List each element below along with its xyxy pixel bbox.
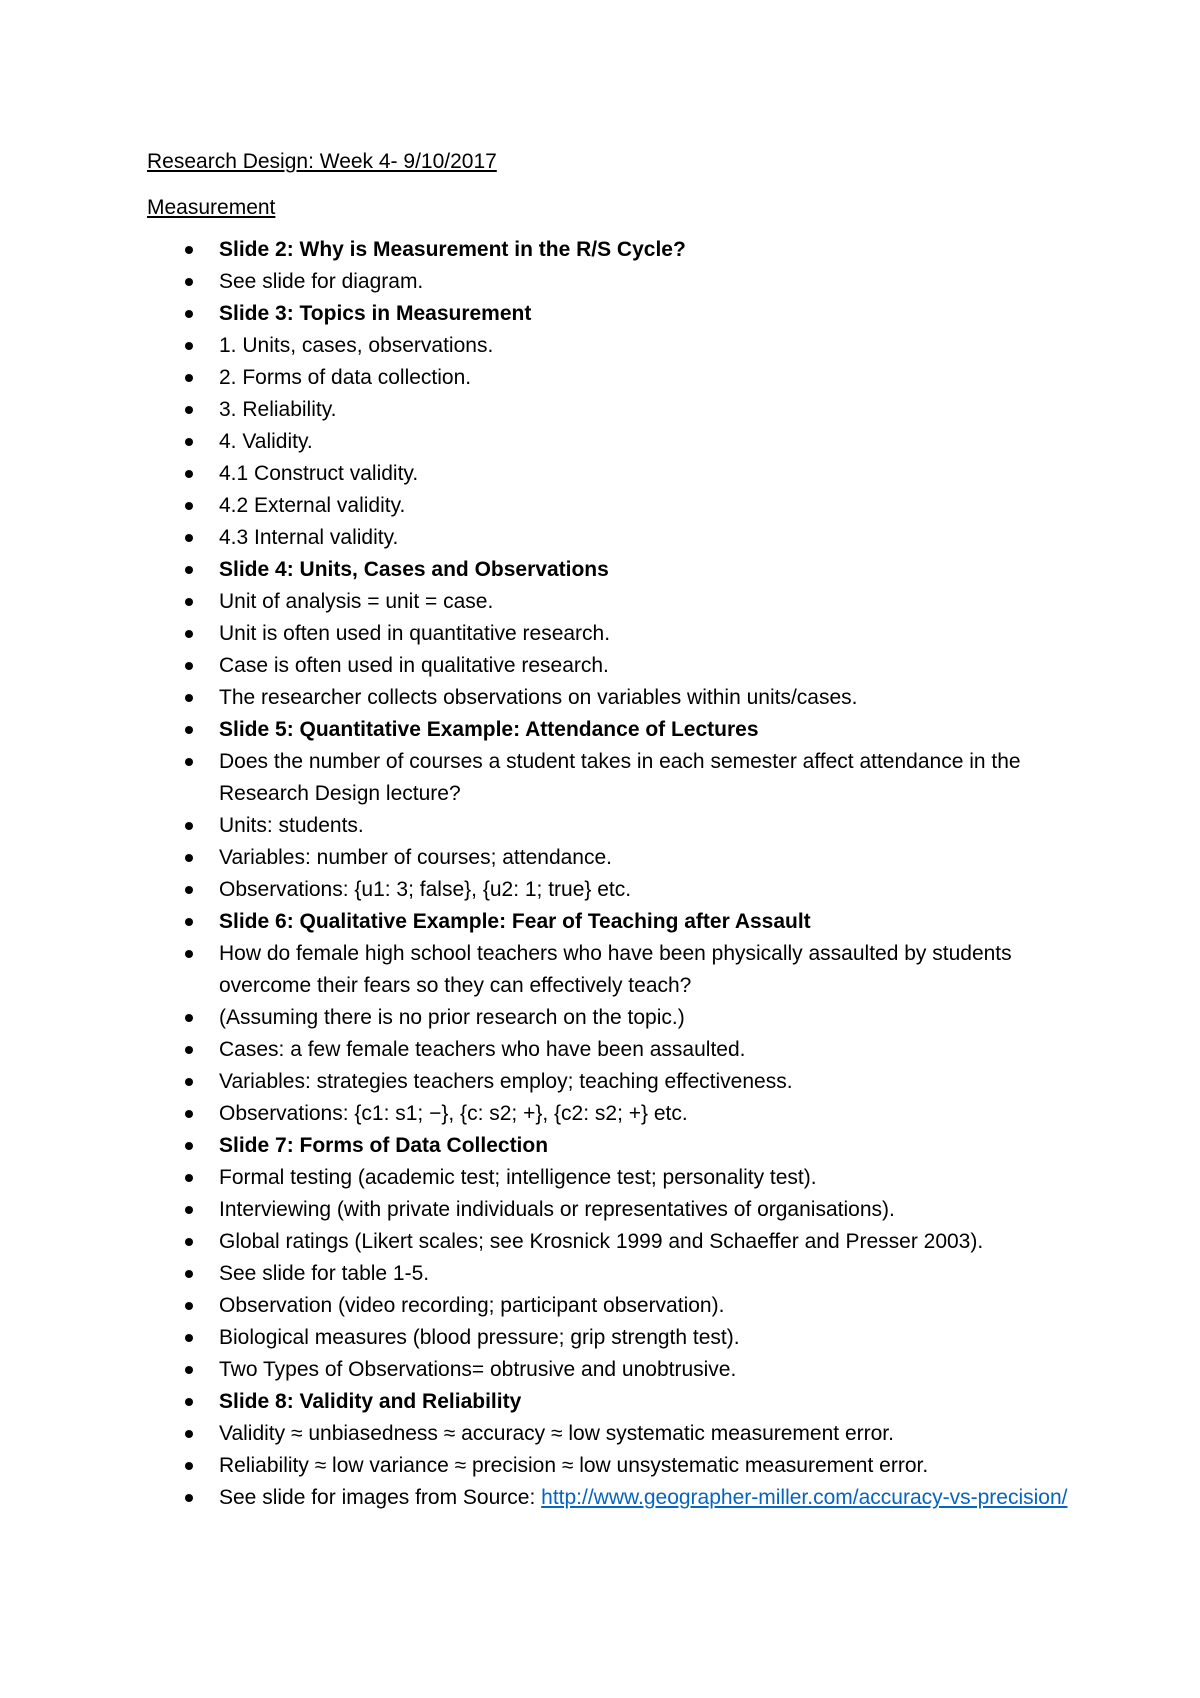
list-item-text: Slide 2: Why is Measurement in the R/S Cycle? (219, 238, 686, 261)
slide-heading-item (147, 1386, 1077, 1418)
list-item (147, 1290, 1077, 1322)
bullet-icon (185, 438, 193, 446)
slide-heading-item (147, 554, 1077, 586)
bullet-icon (185, 662, 193, 670)
list-item-text: Formal testing (academic test; intelligence test; personality test). (219, 1166, 817, 1189)
list-item (147, 938, 1077, 1002)
list-item (147, 682, 1077, 714)
bullet-icon (185, 342, 193, 350)
bullet-icon (185, 374, 193, 382)
list-item (147, 618, 1077, 650)
list-item-text: See slide for diagram. (219, 270, 424, 293)
list-item (147, 490, 1077, 522)
list-item-text: Validity ≈ unbiasedness ≈ accuracy ≈ low systematic measurement error. (219, 1422, 894, 1445)
bullet-icon (185, 1366, 193, 1374)
bullet-icon (185, 1078, 193, 1086)
bullet-icon (185, 1462, 193, 1470)
list-item (147, 1002, 1077, 1034)
list-item (147, 746, 1077, 810)
list-item-text: Reliability ≈ low variance ≈ precision ≈ low unsystematic measurement error. (219, 1454, 929, 1477)
bullet-icon (185, 758, 193, 766)
bullet-icon (185, 822, 193, 830)
source-link[interactable]: http://www.geographer-miller.com/accuracy-vs-precision/ (541, 1486, 1068, 1509)
list-item (147, 1226, 1077, 1258)
list-item-text: Variables: number of courses; attendance. (219, 846, 613, 869)
list-item-text: Slide 5: Quantitative Example: Attendance of Lectures (219, 718, 759, 741)
list-item-text: Slide 3: Topics in Measurement (219, 302, 532, 325)
list-item (147, 650, 1077, 682)
list-item (147, 458, 1077, 490)
bullet-icon (185, 1046, 193, 1054)
list-item (147, 1322, 1077, 1354)
list-item-text: 4.1 Construct validity. (219, 462, 419, 485)
list-item-text: Two Types of Observations= obtrusive and unobtrusive. (219, 1358, 737, 1381)
list-item-text: 4.3 Internal validity. (219, 526, 399, 549)
bullet-icon (185, 630, 193, 638)
document-title: Research Design: Week 4- 9/10/2017 (147, 150, 497, 173)
section-heading-measurement: Measurement (147, 196, 276, 219)
list-item-text: Variables: strategies teachers employ; teaching effectiveness. (219, 1070, 793, 1093)
list-item-text: Cases: a few female teachers who have been assaulted. (219, 1038, 746, 1061)
list-item (147, 1034, 1077, 1066)
list-item-text: Does the number of courses a student takes in each semester affect attendance in the Research Design lecture? (219, 750, 1021, 805)
list-item (147, 1194, 1077, 1226)
list-item-text: (Assuming there is no prior research on the topic.) (219, 1006, 685, 1029)
bullet-icon (185, 1014, 193, 1022)
list-item-text: How do female high school teachers who have been physically assaulted by students overcome their fears so they can effectively teach? (219, 942, 1012, 997)
list-item (147, 586, 1077, 618)
list-item-text: The researcher collects observations on variables within units/cases. (219, 686, 858, 709)
list-item (147, 1162, 1077, 1194)
bullet-icon (185, 726, 193, 734)
list-item (147, 330, 1077, 362)
list-item-text: Units: students. (219, 814, 364, 837)
bullet-icon (185, 406, 193, 414)
list-item (147, 1098, 1077, 1130)
list-item-text: Case is often used in qualitative research. (219, 654, 609, 677)
list-item-text: Slide 4: Units, Cases and Observations (219, 558, 609, 581)
bullet-icon (185, 470, 193, 478)
bullet-icon (185, 1238, 193, 1246)
list-item (147, 1354, 1077, 1386)
list-item (147, 362, 1077, 394)
bullet-icon (185, 534, 193, 542)
list-item-text: Interviewing (with private individuals or representatives of organisations). (219, 1198, 895, 1221)
list-item-text: Unit is often used in quantitative research. (219, 622, 611, 645)
bullet-icon (185, 1142, 193, 1150)
list-item-text: Observations: {u1: 3; false}, {u2: 1; true} etc. (219, 878, 632, 901)
bullet-icon (185, 1110, 193, 1118)
bullet-icon (185, 1174, 193, 1182)
slide-heading-item (147, 298, 1077, 330)
list-item-text: 1. Units, cases, observations. (219, 334, 494, 357)
list-item-text: Observation (video recording; participant observation). (219, 1294, 725, 1317)
bullet-icon (185, 854, 193, 862)
bullet-icon (185, 1430, 193, 1438)
list-item-text: Biological measures (blood pressure; grip strength test). (219, 1326, 740, 1349)
slide-heading-item (147, 234, 1077, 266)
list-item-source-link (147, 1482, 1077, 1514)
list-item-text (219, 1486, 1068, 1509)
bullet-list (147, 234, 1077, 1514)
bullet-icon (185, 1494, 193, 1502)
bullet-icon (185, 918, 193, 926)
list-item-text: 3. Reliability. (219, 398, 337, 421)
list-item (147, 874, 1077, 906)
list-item-text: Slide 8: Validity and Reliability (219, 1390, 522, 1413)
list-item (147, 1450, 1077, 1482)
bullet-icon (185, 694, 193, 702)
list-item-text: 4.2 External validity. (219, 494, 406, 517)
list-item (147, 522, 1077, 554)
bullet-icon (185, 566, 193, 574)
list-item-text: See slide for table 1-5. (219, 1262, 430, 1285)
bullet-icon (185, 1270, 193, 1278)
bullet-icon (185, 502, 193, 510)
bullet-icon (185, 598, 193, 606)
slide-heading-item (147, 714, 1077, 746)
list-item (147, 426, 1077, 458)
list-item (147, 266, 1077, 298)
list-item-text: 2. Forms of data collection. (219, 366, 472, 389)
bullet-icon (185, 1334, 193, 1342)
bullet-icon (185, 310, 193, 318)
list-item (147, 1418, 1077, 1450)
bullet-icon (185, 246, 193, 254)
slide-heading-item (147, 906, 1077, 938)
bullet-icon (185, 950, 193, 958)
list-item-text: 4. Validity. (219, 430, 313, 453)
list-item (147, 1258, 1077, 1290)
list-item (147, 394, 1077, 426)
list-item-text: Unit of analysis = unit = case. (219, 590, 494, 613)
bullet-icon (185, 886, 193, 894)
list-item-text: Slide 7: Forms of Data Collection (219, 1134, 549, 1157)
list-item-text: Global ratings (Likert scales; see Krosnick 1999 and Schaeffer and Presser 2003). (219, 1230, 984, 1253)
source-prefix-text: See slide for images from Source: (219, 1486, 542, 1509)
bullet-icon (185, 278, 193, 286)
list-item-text: Observations: {c1: s1; −}, {c: s2; +}, {c2: s2; +} etc. (219, 1102, 688, 1125)
bullet-icon (185, 1206, 193, 1214)
bullet-icon (185, 1398, 193, 1406)
slide-heading-item (147, 1130, 1077, 1162)
bullet-icon (185, 1302, 193, 1310)
list-item-text: Slide 6: Qualitative Example: Fear of Teaching after Assault (219, 910, 811, 933)
list-item (147, 842, 1077, 874)
document-body (147, 146, 1077, 1514)
list-item (147, 1066, 1077, 1098)
list-item (147, 810, 1077, 842)
